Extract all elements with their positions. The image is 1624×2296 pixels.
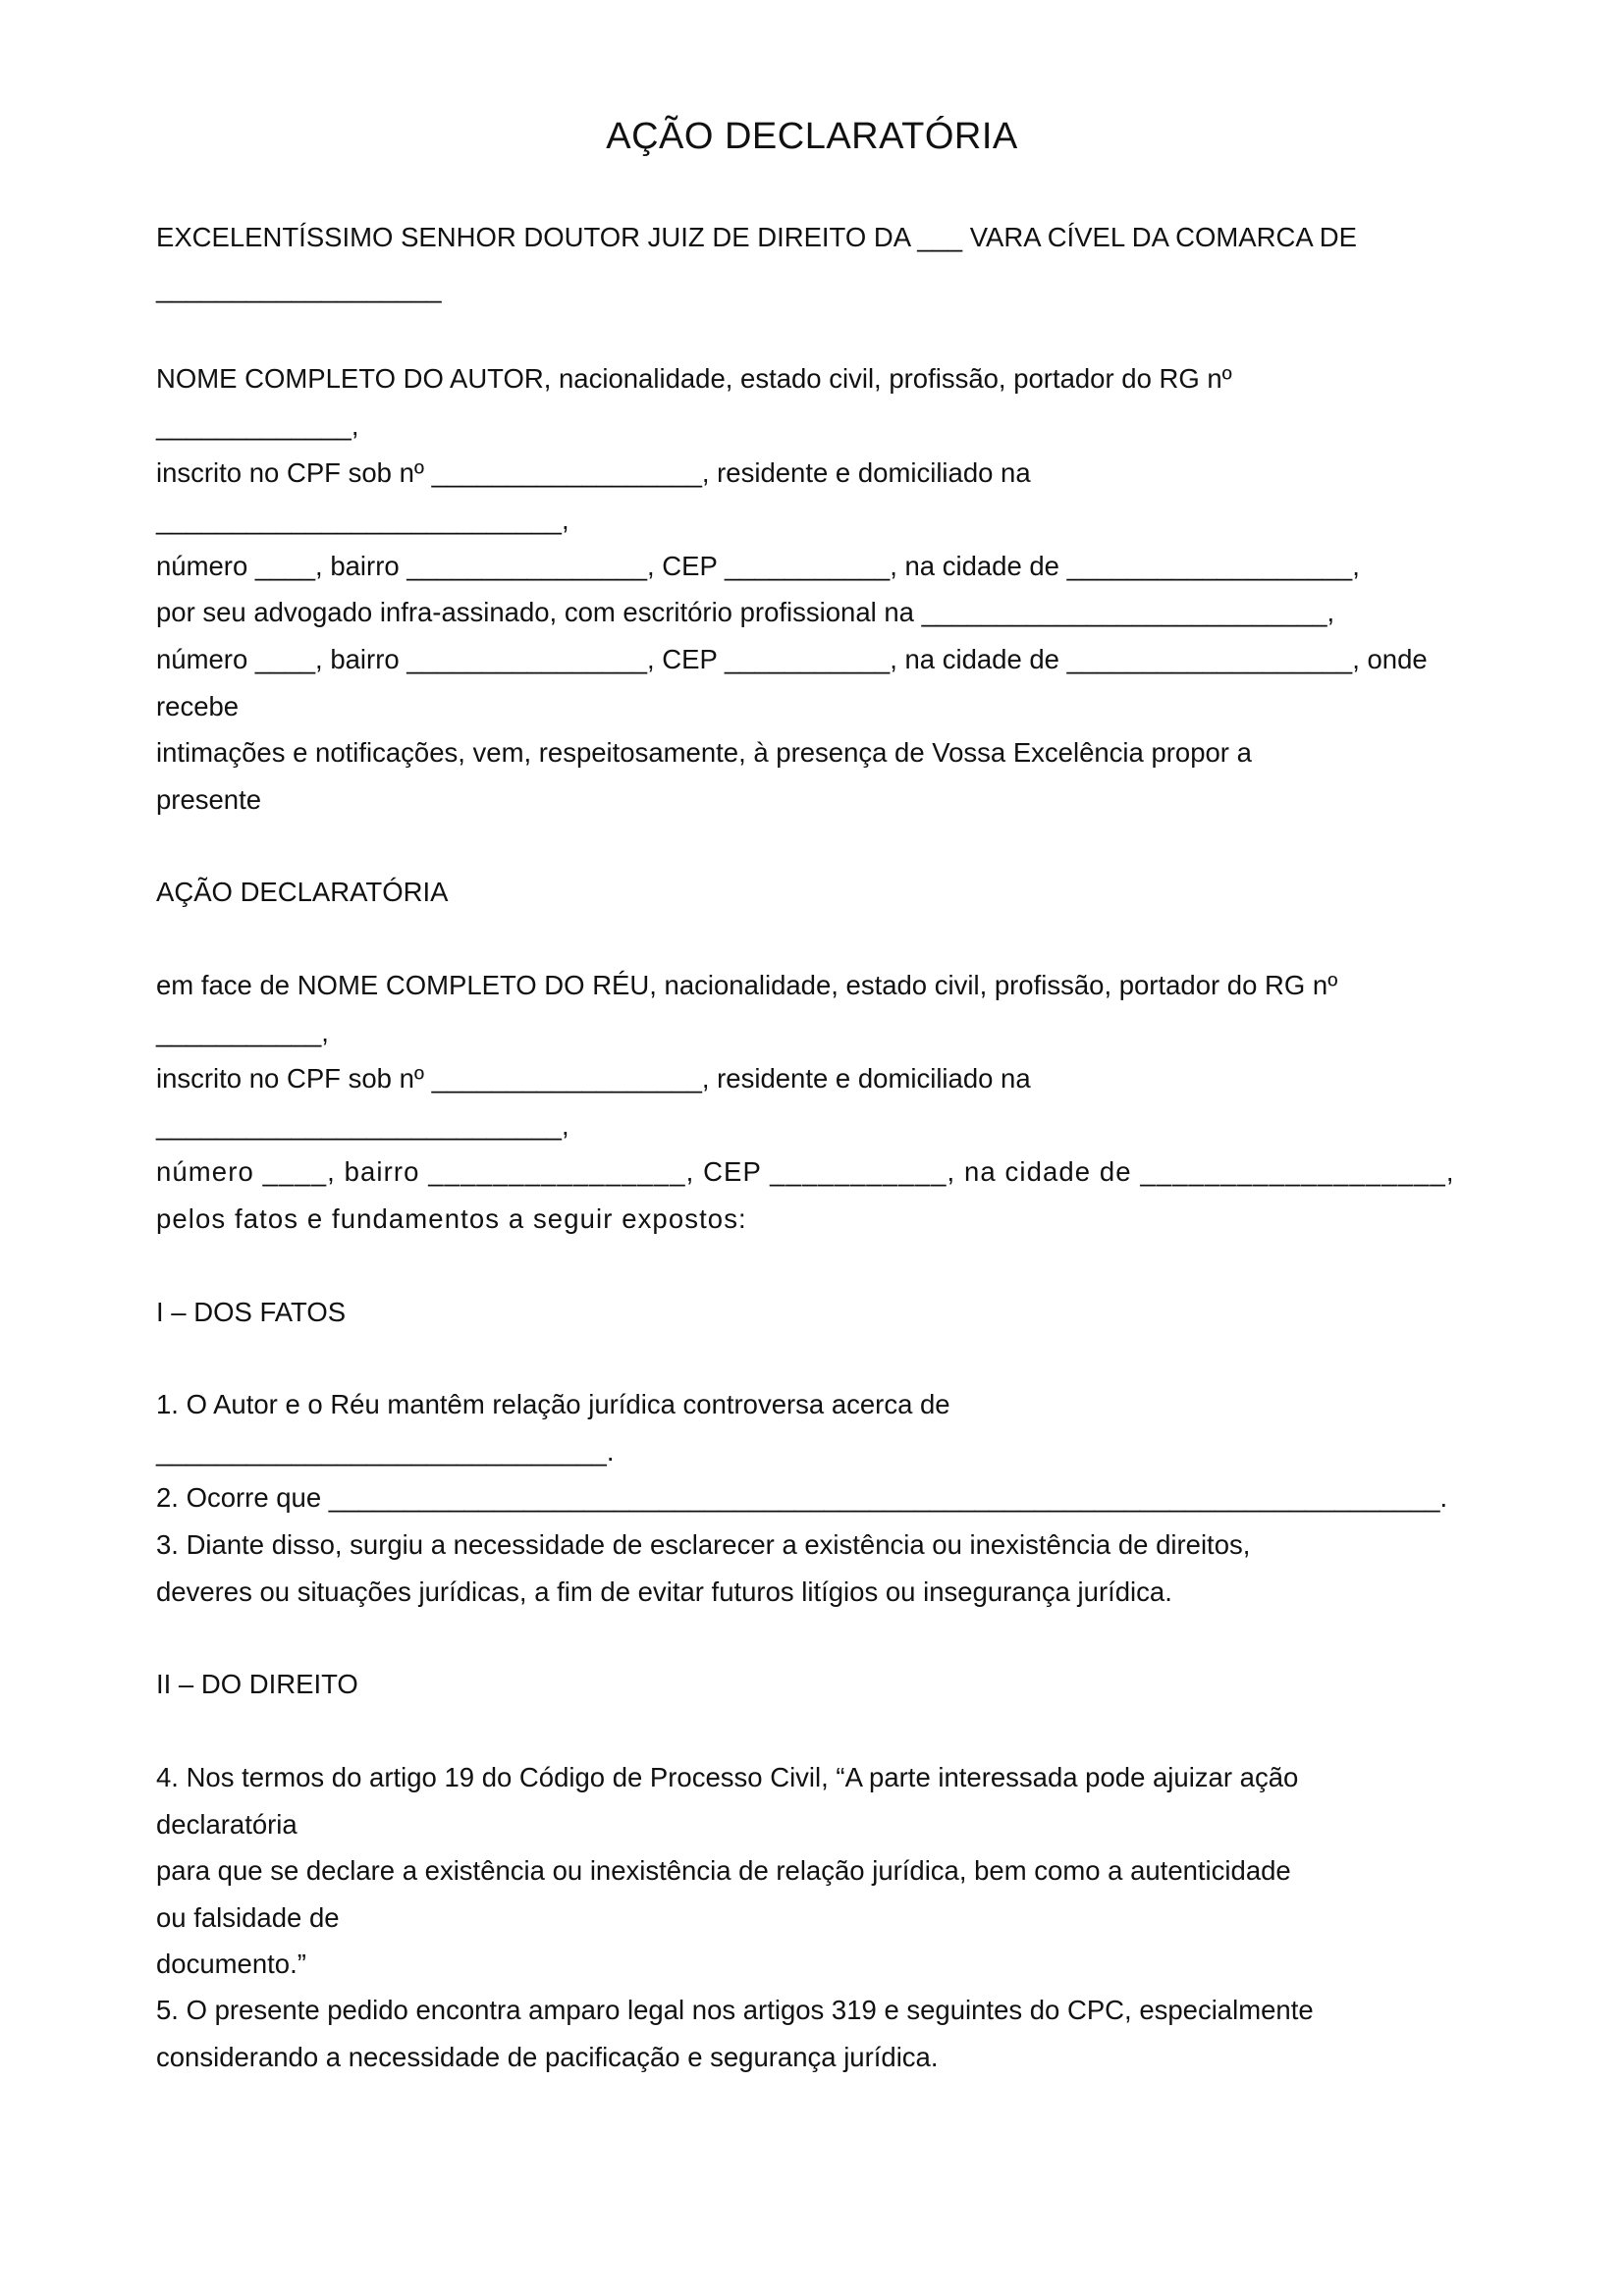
fact-1: 1. O Autor e o Réu mantêm relação jurídica controversa acerca de [156, 1389, 950, 1419]
law-5: 5. O presente pedido encontra amparo legal nos artigos 319 e seguintes do CPC, especialmente [156, 1995, 1314, 2025]
author-qualification: NOME COMPLETO DO AUTOR, nacionalidade, estado civil, profissão, portador do RG nº [156, 363, 1232, 394]
defendant-rg-blank: ___________, [156, 1017, 329, 1047]
addressee-blank: ___________________ [156, 273, 442, 303]
author-address-blank: ___________________________, [156, 505, 569, 535]
addressee-line: EXCELENTÍSSIMO SENHOR DOUTOR JUIZ DE DIREITO DA ___ VARA CÍVEL DA COMARCA DE [156, 222, 1358, 252]
lawyer-address-line: número ____, bairro ________________, CEP ___________, na cidade de ___________________, onde [156, 644, 1428, 674]
fact-3-cont: deveres ou situações jurídicas, a fim de evitar futuros litígios ou insegurança jurídica. [156, 1576, 1172, 1607]
law-4-cont-4: documento.” [156, 1949, 306, 1979]
law-5-cont: considerando a necessidade de pacificação e segurança jurídica. [156, 2042, 939, 2072]
lawyer-address-cont: recebe [156, 691, 240, 721]
law-4-cont-2: para que se declare a existência ou inexistência de relação jurídica, bem como a autenticidade [156, 1855, 1291, 1886]
summons-cont: presente [156, 784, 262, 815]
fact-2: 2. Ocorre que __________________________________________________________________________. [156, 1482, 1448, 1513]
law-4-cont-3: ou falsidade de [156, 1902, 340, 1933]
author-cpf-line: inscrito no CPF sob nº __________________, residente e domiciliado na [156, 457, 1031, 488]
lawyer-line: por seu advogado infra-assinado, com escritório profissional na ___________________________, [156, 597, 1335, 627]
law-4-cont-1: declaratória [156, 1809, 298, 1840]
law-heading: II – DO DIREITO [156, 1669, 358, 1699]
summons-line: intimações e notificações, vem, respeitosamente, à presença de Vossa Excelência propor a [156, 737, 1252, 768]
defendant-cpf-line: inscrito no CPF sob nº __________________, residente e domiciliado na [156, 1063, 1031, 1094]
defendant-address-blank: ___________________________, [156, 1110, 569, 1141]
defendant-qualification: em face de NOME COMPLETO DO RÉU, nacionalidade, estado civil, profissão, portador do RG nº [156, 970, 1338, 1000]
defendant-address-line: número ____, bairro ________________, CEP ___________, na cidade de ___________________, [156, 1156, 1455, 1187]
action-heading: AÇÃO DECLARATÓRIA [156, 877, 449, 907]
document-title: AÇÃO DECLARATÓRIA [606, 116, 1018, 157]
fact-3: 3. Diante disso, surgiu a necessidade de esclarecer a existência ou inexistência de direitos, [156, 1529, 1251, 1560]
fact-1-blank: ______________________________. [156, 1436, 615, 1467]
grounds-intro: pelos fatos e fundamentos a seguir expostos: [156, 1203, 747, 1234]
author-address-line: número ____, bairro ________________, CEP ___________, na cidade de ___________________, [156, 551, 1360, 581]
author-rg-blank: _____________, [156, 410, 359, 441]
facts-heading: I – DOS FATOS [156, 1297, 347, 1327]
law-4: 4. Nos termos do artigo 19 do Código de Processo Civil, “A parte interessada pode ajuizar ação [156, 1762, 1299, 1792]
